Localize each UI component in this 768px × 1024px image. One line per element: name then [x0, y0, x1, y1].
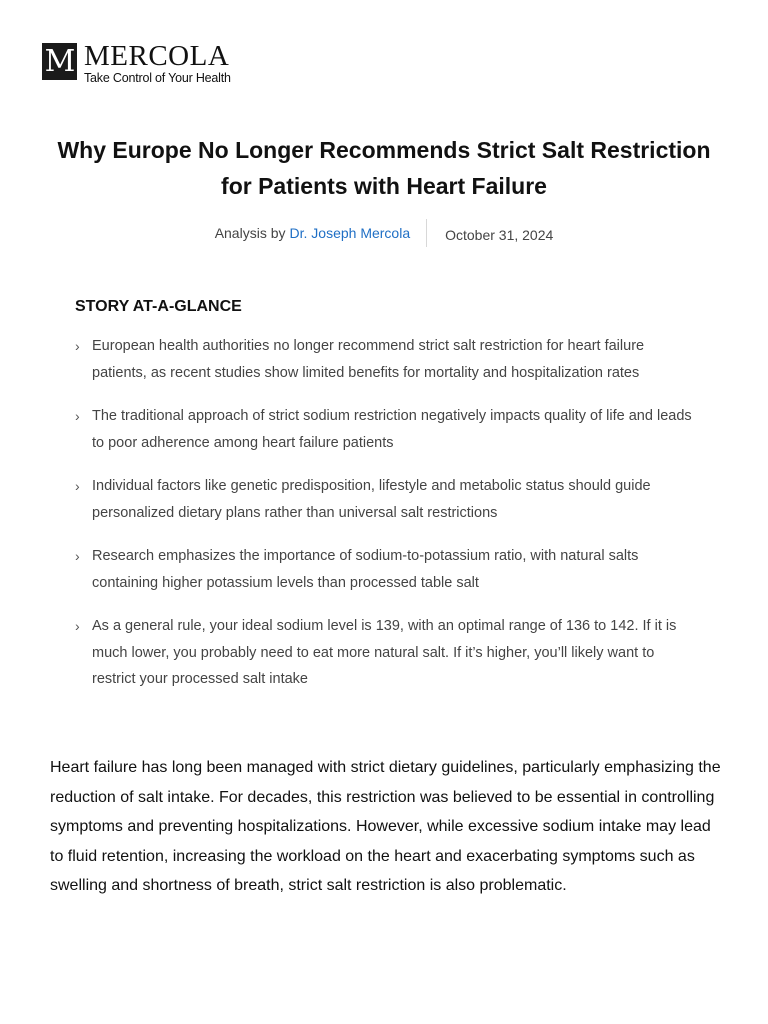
chevron-right-icon: › — [75, 548, 80, 564]
article-title: Why Europe No Longer Recommends Strict Salt Restriction for Patients with Heart Failure — [57, 137, 711, 199]
logo-tagline: Take Control of Your Health — [84, 71, 231, 85]
story-at-a-glance-list — [75, 333, 695, 710]
author-block — [215, 219, 427, 247]
logo-text — [84, 40, 231, 85]
glance-item-text: Research emphasizes the importance of sodium-to-potassium ratio, with natural salts containing higher potassium levels than processed table salt — [92, 548, 639, 591]
article-byline — [0, 219, 768, 247]
author-link[interactable]: Dr. Joseph Mercola — [289, 225, 411, 241]
logo-name: MERCOLA — [84, 40, 230, 72]
glance-item-text: As a general rule, your ideal sodium level is 139, with an optimal range of 136 to 142. If it is much lower, you probably need to eat more natural salt. If it’s higher, you’ll likely want to restrict your processed salt intake — [92, 618, 677, 687]
glance-item — [75, 613, 695, 693]
chevron-right-icon: › — [75, 478, 80, 494]
mercola-logo[interactable] — [42, 40, 231, 85]
chevron-right-icon: › — [75, 408, 80, 424]
glance-item — [75, 333, 695, 386]
chevron-right-icon: › — [75, 338, 80, 354]
chevron-right-icon: › — [75, 618, 80, 634]
story-at-a-glance-heading: STORY AT-A-GLANCE — [75, 298, 242, 315]
glance-item-text: Individual factors like genetic predisposition, lifestyle and metabolic status should guide personalized dietary plans rather than universal salt restrictions — [92, 478, 651, 521]
glance-item — [75, 403, 695, 456]
logo-mark: M — [42, 43, 77, 80]
glance-item-text: The traditional approach of strict sodium restriction negatively impacts quality of life and leads to poor adherence among heart failure patients — [92, 408, 692, 451]
glance-item — [75, 543, 695, 596]
publish-date: October 31, 2024 — [445, 226, 554, 243]
glance-item — [75, 473, 695, 526]
glance-item-text: European health authorities no longer recommend strict salt restriction for heart failure patients, as recent studies show limited benefits for mortality and hospitalization rates — [92, 338, 645, 381]
article-body-paragraph: Heart failure has long been managed with strict dietary guidelines, particularly emphasizing the reduction of salt intake. For decades, this restriction was believed to be essential in controlling symptoms and preventing hospitalizations. However, while excessive sodium intake may lead to fluid retention, increasing the workload on the heart and exacerbating symptoms such as swelling and shortness of breath, strict salt restriction is also problematic. — [50, 759, 721, 894]
byline-prefix: Analysis by — [214, 225, 286, 241]
